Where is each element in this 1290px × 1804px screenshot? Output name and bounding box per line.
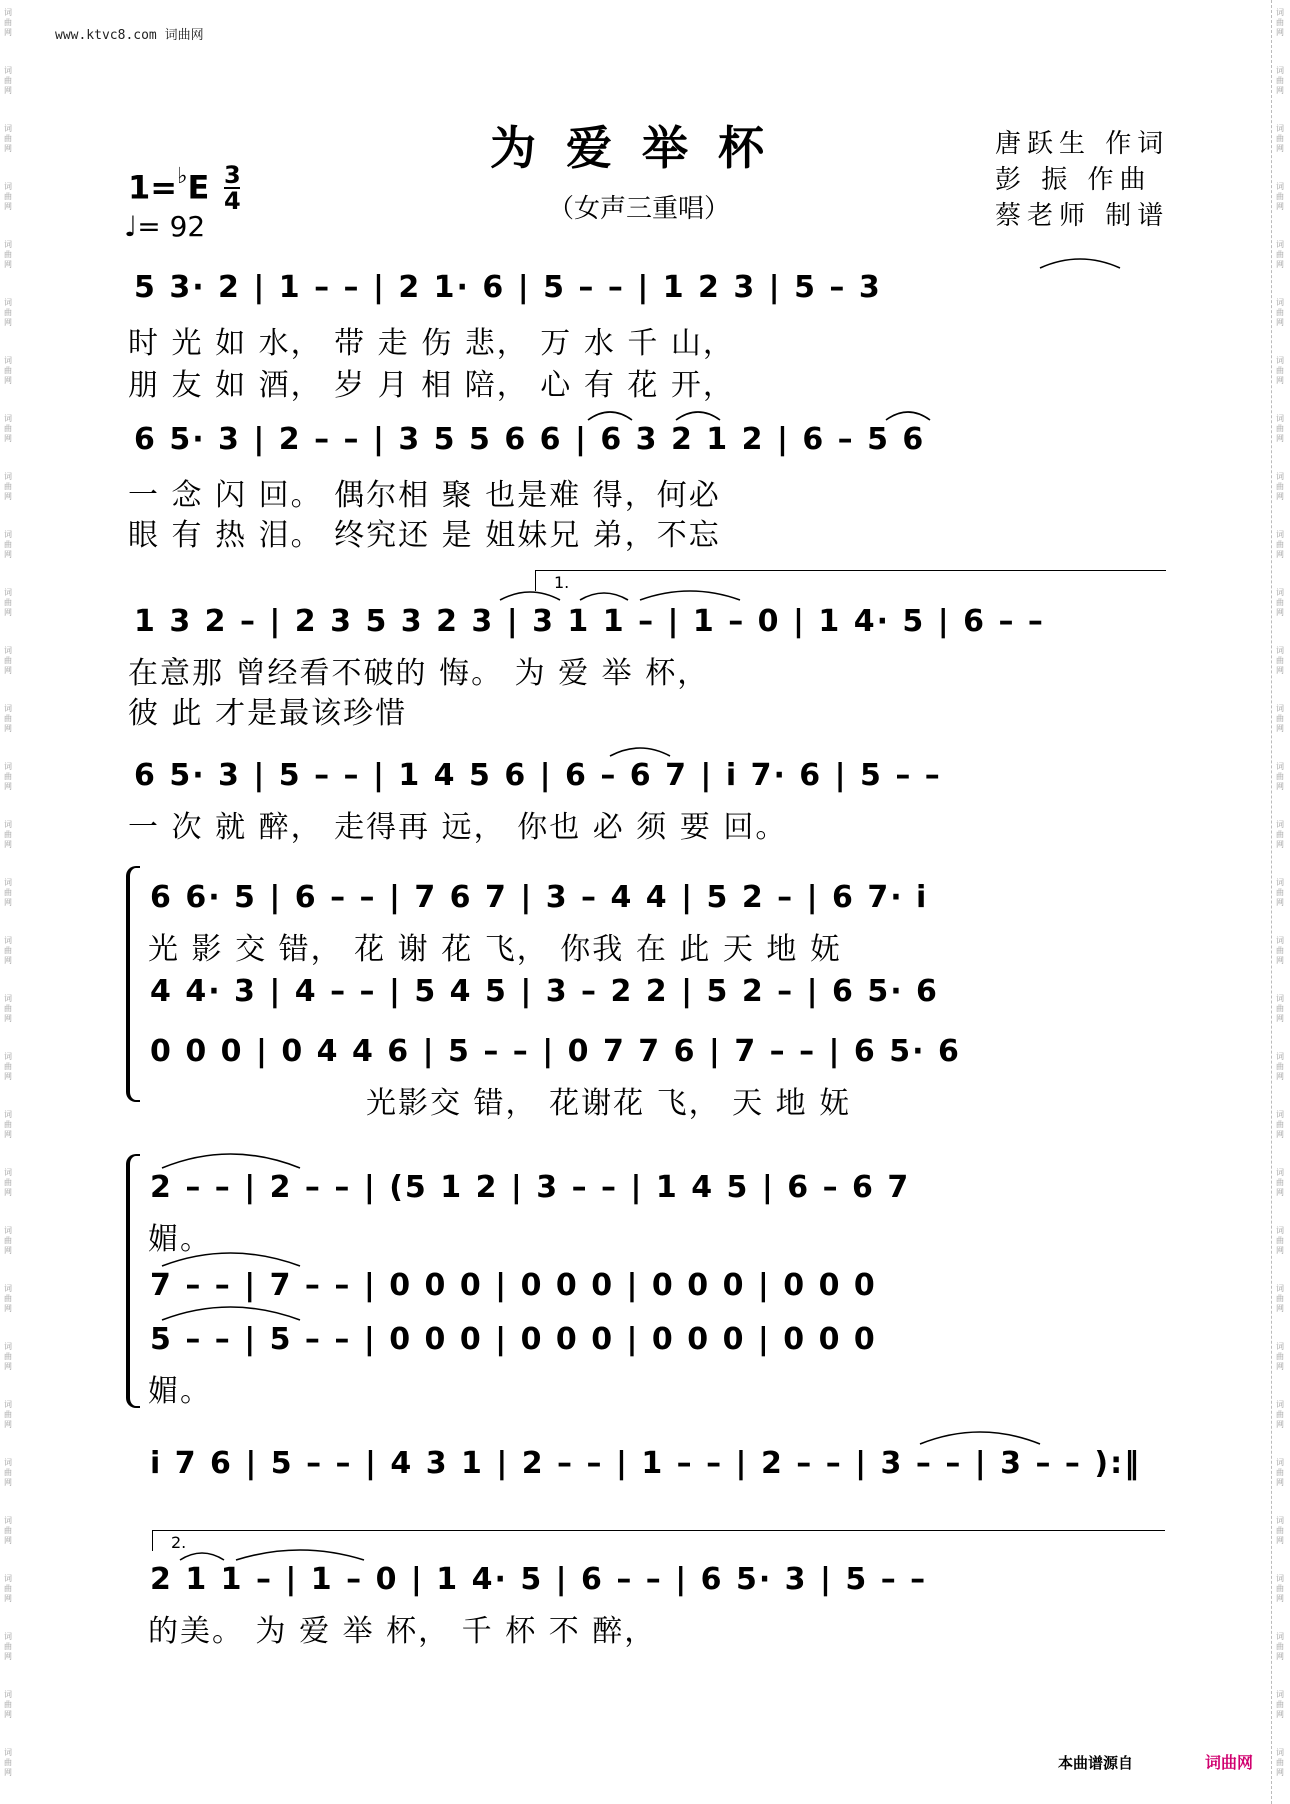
- row8-notes: 2 1 1 – | 1 – 0 | 1 4· 5 | 6 – – | 6 5· 3 | 5 – –: [150, 1562, 928, 1597]
- watermark-glyph: 词 曲 网: [1276, 182, 1284, 211]
- row5-part3-notes: 0 0 0 | 0 4 4 6 | 5 – – | 0 7 7 6 | 7 – – | 6 5· 6: [150, 1034, 961, 1069]
- watermark-glyph: 词 曲 网: [4, 704, 12, 733]
- watermark-glyph: 词 曲 网: [4, 1342, 12, 1371]
- watermark-glyph: 词 曲 网: [4, 762, 12, 791]
- watermark-glyph: 词 曲 网: [1276, 1284, 1284, 1313]
- song-subtitle: （女声三重唱）: [548, 194, 731, 224]
- watermark-glyph: 词 曲 网: [1276, 1632, 1284, 1661]
- watermark-glyph: 词 曲 网: [1276, 414, 1284, 443]
- row4-lyrics: 一 次 就 醉， 走得再 远， 你也 必 须 要 回。: [128, 810, 788, 845]
- watermark-glyph: 词 曲 网: [4, 1168, 12, 1197]
- row4-notes: 6 5· 3 | 5 – – | 1 4 5 6 | 6 – 6 7 | i 7· 6 | 5 – –: [134, 758, 942, 793]
- lyricist-credit: 唐跃生 作词: [995, 129, 1170, 159]
- row2-lyrics-v2: 眼 有 热 泪。 终究还 是 姐妹兄 弟，不忘: [128, 518, 721, 553]
- row2-lyrics-v1: 一 念 闪 回。 偶尔相 聚 也是难 得，何必: [128, 478, 721, 513]
- slur: [920, 1432, 1040, 1444]
- watermark-glyph: 词 曲 网: [1276, 588, 1284, 617]
- flat-symbol: ♭: [177, 164, 188, 189]
- arranger-credit: 蔡老师 制谱: [995, 201, 1170, 231]
- watermark-glyph: 词 曲 网: [1276, 704, 1284, 733]
- watermark-glyph: 词 曲 网: [4, 936, 12, 965]
- slur: [162, 1154, 300, 1168]
- watermark-glyph: 词 曲 网: [1276, 1342, 1284, 1371]
- watermark-glyph: 词 曲 网: [1276, 1168, 1284, 1197]
- row2-notes: 6 5· 3 | 2 – – | 3 5 5 6 6 | 6 3 2 1 2 | 6 – 5 6: [134, 422, 926, 457]
- row6-part2-notes: 7 – – | 7 – – | 0 0 0 | 0 0 0 | 0 0 0 | 0 0 0: [150, 1268, 877, 1303]
- slur: [162, 1253, 300, 1266]
- watermark-glyph: 词 曲 网: [1276, 994, 1284, 1023]
- watermark-glyph: 词 曲 网: [4, 1226, 12, 1255]
- watermark-glyph: 词 曲 网: [1276, 1400, 1284, 1429]
- watermark-glyph: 词 曲 网: [4, 66, 12, 95]
- watermark-glyph: 词 曲 网: [4, 530, 12, 559]
- row6-part1-lyrics: 媚。: [148, 1222, 212, 1257]
- watermark-glyph: 词 曲 网: [1276, 530, 1284, 559]
- row7-notes: i 7 6 | 5 – – | 4 3 1 | 2 – – | 1 – – | 2 – – | 3 – – | 3 – – ):‖: [150, 1446, 1142, 1481]
- row3-notes: 1 3 2 – | 2 3 5 3 2 3 | 3 1 1 – | 1 – 0 | 1 4· 5 | 6 – –: [134, 604, 1045, 639]
- slur: [640, 591, 740, 600]
- slur: [1040, 259, 1120, 268]
- watermark-glyph: 词 曲 网: [4, 1110, 12, 1139]
- row3-lyrics-v1: 在意那 曾经看不破的 悔。 为 爱 举 杯，: [128, 656, 710, 691]
- row6-part3-lyrics: 媚。: [148, 1374, 212, 1409]
- row8-lyrics: 的美。 为 爱 举 杯， 千 杯 不 醉，: [148, 1614, 657, 1649]
- watermark-glyph: 词 曲 网: [4, 994, 12, 1023]
- watermark-glyph: 词 曲 网: [1276, 240, 1284, 269]
- watermark-glyph: 词 曲 网: [1276, 1110, 1284, 1139]
- row5-part2-notes: 4 4· 3 | 4 – – | 5 4 5 | 3 – 2 2 | 5 2 – | 6 5· 6: [150, 974, 939, 1009]
- watermark-glyph: 词 曲 网: [1276, 936, 1284, 965]
- watermark-glyph: 词 曲 网: [4, 820, 12, 849]
- watermark-glyph: 词 曲 网: [1276, 472, 1284, 501]
- watermark-glyph: 词 曲 网: [1276, 1226, 1284, 1255]
- row5-part1-notes: 6 6· 5 | 6 – – | 7 6 7 | 3 – 4 4 | 5 2 – | 6 7· i: [150, 880, 929, 915]
- watermark-glyph: 词 曲 网: [4, 1632, 12, 1661]
- watermark-glyph: 词 曲 网: [4, 8, 12, 37]
- watermark-glyph: 词 曲 网: [1276, 762, 1284, 791]
- watermark-glyph: 词 曲 网: [4, 588, 12, 617]
- watermark-glyph: 词 曲 网: [4, 298, 12, 327]
- slur: [500, 592, 560, 600]
- watermark-glyph: 词 曲 网: [4, 1516, 12, 1545]
- watermark-glyph: 词 曲 网: [4, 878, 12, 907]
- watermark-glyph: 词 曲 网: [1276, 124, 1284, 153]
- watermark-glyph: 词 曲 网: [1276, 8, 1284, 37]
- watermark-glyph: 词 曲 网: [1276, 1516, 1284, 1545]
- meter-bottom: 4: [224, 187, 241, 215]
- watermark-glyph: 词 曲 网: [4, 1052, 12, 1081]
- row6-part1-notes: 2 – – | 2 – – | (5 1 2 | 3 – – | 1 4 5 | 6 – 6 7: [150, 1170, 911, 1205]
- row5-part1-lyrics: 光 影 交 错， 花 谢 花 飞， 你我 在 此 天 地 妩: [148, 932, 842, 967]
- watermark-glyph: 词 曲 网: [4, 472, 12, 501]
- site-header: www.ktvc8.com 词曲网: [55, 28, 204, 43]
- row6-part3-notes: 5 – – | 5 – – | 0 0 0 | 0 0 0 | 0 0 0 | 0 0 0: [150, 1322, 877, 1357]
- footer-logo: 词曲网: [1205, 1753, 1254, 1772]
- row3-lyrics-v2: 彼 此 才是最该珍惜: [128, 696, 408, 731]
- watermark-glyph: 词 曲 网: [1276, 356, 1284, 385]
- tempo-marking: ♩= 92: [124, 210, 206, 243]
- watermark-glyph: 词 曲 网: [1276, 820, 1284, 849]
- row1-lyrics-v2: 朋 友 如 酒， 岁 月 相 陪， 心 有 花 开，: [128, 368, 735, 403]
- slur: [886, 412, 930, 420]
- key-tone: E: [187, 168, 210, 207]
- watermark-glyph: 词 曲 网: [1276, 1052, 1284, 1081]
- slur: [236, 1550, 364, 1560]
- row1-lyrics-v1: 时 光 如 水， 带 走 伤 悲， 万 水 千 山，: [128, 326, 735, 361]
- volta-1-label: 1.: [554, 573, 570, 592]
- watermark-glyph: 词 曲 网: [1276, 878, 1284, 907]
- composer-credit: 彭 振 作曲: [995, 165, 1152, 195]
- watermark-glyph: 词 曲 网: [4, 1748, 12, 1777]
- row5-part3-lyrics: 光影交 错， 花谢花 飞， 天 地 妩: [366, 1086, 852, 1121]
- watermark-glyph: 词 曲 网: [4, 646, 12, 675]
- watermark-glyph: 词 曲 网: [1276, 1748, 1284, 1777]
- watermark-glyph: 词 曲 网: [4, 182, 12, 211]
- key-prefix: 1=: [128, 168, 178, 207]
- volta-2-label: 2.: [171, 1533, 187, 1552]
- slur: [610, 748, 670, 756]
- song-title: 为爱举杯: [490, 121, 794, 175]
- footer-source: 本曲谱源自: [1058, 1754, 1134, 1772]
- watermark-glyph: 词 曲 网: [4, 240, 12, 269]
- watermark-glyph: 词 曲 网: [4, 124, 12, 153]
- slur: [162, 1307, 300, 1320]
- watermark-glyph: 词 曲 网: [4, 1574, 12, 1603]
- watermark-glyph: 词 曲 网: [1276, 1690, 1284, 1719]
- watermark-glyph: 词 曲 网: [1276, 646, 1284, 675]
- meter-top: 3: [224, 161, 241, 189]
- watermark-glyph: 词 曲 网: [1276, 66, 1284, 95]
- watermark-glyph: 词 曲 网: [1276, 1458, 1284, 1487]
- slur: [588, 412, 632, 420]
- watermark-glyph: 词 曲 网: [4, 1400, 12, 1429]
- watermark-glyph: 词 曲 网: [4, 1284, 12, 1313]
- watermark-glyph: 词 曲 网: [4, 1458, 12, 1487]
- watermark-glyph: 词 曲 网: [4, 356, 12, 385]
- slur: [580, 593, 628, 600]
- row1-notes: 5 3· 2 | 1 – – | 2 1· 6 | 5 – – | 1 2 3 | 5 – 3: [134, 270, 882, 305]
- watermark-glyph: 词 曲 网: [1276, 1574, 1284, 1603]
- watermark-glyph: 词 曲 网: [4, 414, 12, 443]
- watermark-glyph: 词 曲 网: [4, 1690, 12, 1719]
- slur: [180, 1553, 224, 1560]
- watermark-glyph: 词 曲 网: [1276, 298, 1284, 327]
- slur: [676, 412, 720, 420]
